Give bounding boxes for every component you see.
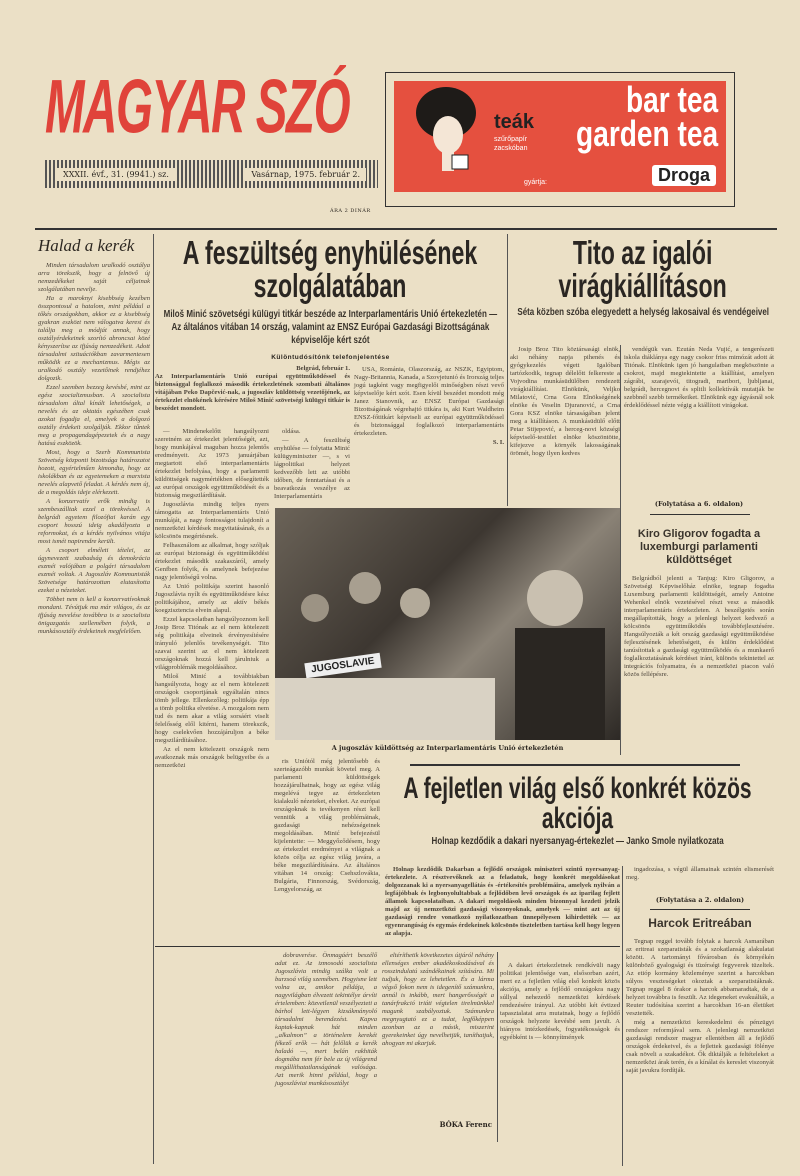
divider (650, 514, 750, 515)
gligorov-headline: Kiro Gligorov fogadta a luxemburgi parlamenti küldöttséget (637, 528, 761, 566)
essay-column-2: eltéríthetik következetes útjáról néhány ellenséges ember akadékoskodásával és rosszindulatú szándékainak szítására. Mi tudjuk, hogy ez lehetetlen. És a lárma végső fokon nem is idegenítő számunkra, annál is inkább, mert hangerősségét a tanárfrakció triáti végtelen tirelmünkkel magunk szabályoztuk. Számunkra megnyugtató ez a tudat, legfőképpen azonban az a másik, miszerint gyerekeinket úgy nevelhetjük, taníthatjuk, ahogyan mi akarjuk. (382, 952, 494, 1047)
ad-sub2: zacskóban (494, 145, 528, 152)
column-divider (622, 866, 623, 1166)
eritrea-body: Tegnap reggel tovább folytak a harcok Asmarában az eritreai szeparatisták és a szokatlanság alakulatai között. A tartományi fővárosban és környékén különböző gyalogsági és tüzérségi fegyverek tüzeltek. Az etióp kormány közleménye szerint a harcokban súlyos veszteségeket okoztak a szeparatistáknak. Tegnap reggel 8 órakor a harcok abbamaradtak, de a helyzet továbbra is feszült. Az idegeneket evakuálták, a Reuter tudósítása szerint a harcokban 16-an életüket vesztették. még a nemzetközi kereskedelmi és pénzügyi rendszer reformjával sem. A jelenlegi nemzetközi gazdasági rendszer magyar ellentétben áll a fejlődő országok érdekeivel, és a fejlettek gazdasági fölénye csak növeli a szakadékot. Ők diktálják a feltételeket a nemzetközi árak terén, és a kínálat és kereslet viszonyát saját javukra fordítják. (626, 938, 774, 1074)
photo-caption: A jugoszláv küldöttség az Interparlamentáris Unió értekezletén (331, 744, 564, 752)
main-column-4: ris Uniótól még jelentősebb és szerteágazóbb munkát követel meg. A parlamenti küldöttségek hozzájárulhatnak, hogy az egész világ megelévá tegye az értekezleten kialakuló nézeteket, elveket. Az európai országoknak is tevékenyen részt kell venniük a világ problémáinak, gazdasági nehézségeinek megoldásában. Minić befejezésül kijelentette: — Meggyőződésem, hogy az értekezlet eredményei a világnak a közös célja az egész világ javára, a béke megszilárdítására. Az általános vitában 14 ország: Csehszlovákia, Bulgária, Finnország, Svédország, Lengyelország, az (274, 758, 380, 893)
gligorov-body: Belgrádból jelenti a Tanjug: Kiro Gligorov, a Szövetségi Képviselőház elnöke, tegnap fogadta Luxemburg parlamenti küldöttségét, amely Antoine Wehenkel elnök vezetésével részt vesz a második interparlamentáris értekezleten. A beszélgetés során megállapították, hogy a jelenlegi helyzet kedvező a kölcsönös együttműködés továbbfejlesztésére. Hangsúlyozták a két ország gazdasági együttműködése fejlesztésének lehetőségeit, és külön érdeklődést tanúsítottak a gazdasági együttműködés és a munkaerő foglalkoztatásának kérdései iránt, különös tekintettel az integrációs folyamatra, és a nemzetközi piacon való közös fellépésre. (624, 575, 774, 678)
dakar-headline: A fejletlen világ első konkrét közös akciója (403, 772, 752, 835)
ad-teak: teák (494, 111, 535, 133)
main-column-3: USA, Románia, Olaszország, az NSZK, Egyiptom, Nagy-Britannia, Kanada, a Szovjetunió és Irország teljes jogú tagként vagy megfigyelői minőségben részt vevő képviselője kért szót. Esen kívül beszédet mondott még Janez Stanovnik, az ENSZ Európai Gazdasági Bizottságának végrehajtó titkára is, aki Kurt Waldheim ENSZ-főtitkárt képviseli az európai együttműködéssel és biztonsággal foglalkozó interparlamentáris értekezleten. S. I. (354, 366, 504, 446)
issue-number: XXXII. évf., 31. (9941.) sz. (57, 168, 175, 181)
woman-illustration-icon (412, 85, 484, 185)
essay-author: BÓKA Ferenc (439, 1120, 492, 1129)
dakar-lead: Holnap kezdődik Dakarban a fejlődő országok miniszteri szintű nyersanyag-értekezlete. A résztvevőknek az a feladatuk, hogy konkrét megoldásokat dolgozzanak ki a nyersanyagellátás és -értékesítés problémáira, amelyek nyilván a legfájóbbak és legbonyolultabbak a fejlődőben levő országok és az iparilag fejlett államok kapcsolataiban. A dakari megoldások minden bizonnyal kezdeti jelzik majd az új nemzetközi gazdasági viszonyoknak, amelyek — mint azt az új gazdasági rendre vonatkozó nyilatkozatban ünnepélyesen kihirdették — az egyenrangúság és egymás érdekeinek kölcsönös tiszteletben tartása kell hogy legyen az alapja. (385, 866, 620, 937)
eritrea-headline: Harcok Eritreában (648, 916, 752, 930)
divider (155, 946, 620, 947)
delegates-photo-icon (275, 508, 620, 740)
tito-column-1: Josip Broz Tito köztársasági elnök, aki néhány napja pihenés és gyógykezelés végett Igalóban tartózkodik, tegnap délelőtt felkereste a Vojvodina munkásüdülőben rendezett virágkiállítást. Elnökünk, Veljko Milatović, Crna Gora Elnökségének elnöke és Veselin Djuranović, a Crna Gora KSZ elnöke társaságában jelent meg a kiállításon. A munkásüdülő előtt Petar Stijepović, a herceg-novi községi képviselő-testület elnöke köszöntötte, kifejezve a környék lakosságának örömét, hogy ilyen kedves (510, 346, 620, 457)
main-column-2: oldása. — A feszültség enyhülése — folytatta Minić külügyminiszter —, s vi lágpolitikai helyzet kedvezőbb lett az utóbbi időben, de fenntartásai és a beavatkozás veszélye az Interparlamentáris (274, 428, 350, 500)
ad-maker-logo: Droga (652, 165, 716, 186)
delegation-photo (275, 508, 620, 740)
column-divider (497, 952, 498, 1142)
dakar-column-1: A dakari értekezletnek rendkívüli nagy politikai jelentősége van, elsősorban azért, mert ez a fejletlen világ első konkrét közös akciója, amely a fejlődő országokra nagy súllyal nehezedő nemzetközi kérdések rendezésére irányul. Az utóbbi két évtized tapasztalatai arra mutatnak, hogy a fejlődő országok helyzete kevésbé sem javult. A hiányos intézkedések, fogyatékosságok és egyébként is — könnyítmények (500, 962, 620, 1041)
left-article-body: Minden társadalom uralkodó osztálya arra törekszik, hogy a felnövő új nemzedékeket saját céljainak szolgálatában nevelje. Ha a maroknyi kisebbség kezében összpontosul a hatalom, mint például a tőkés országokban, akkor ez a kisebbség gyakran eszközt nem válogatva keresi és találja meg a módját annak, hogy osztályérdekeinek szorító abroncsai közé kényszerítse az ifjúság nemzedékeit. Adott társadalmi szituációkban zavarmentesen működik ez a mechanizmus. Mégis az uralkodó osztály vezetőinek rendjéhez dolgozik. Ezzel szemben bezzeg kevésbé, mint az egész szocializmusban. A szocialista társadalom által kínált lehetőségek, a nevelés és az oktatás egészében csak azokat fogadja el, amelyek a dolgozó osztály érdekeit szolgálják. Ekkor tűntek meg a propagandagépezetek és a nagy hatású eszközök. Most, hogy a Szerb Kommunista Szövetség központi bizottsága határozatot hozott, egyértelműen kimondta, hogy az iskolákban és az egyetemeken a marxista nevelés alapvető feladat. A kérdés nem új, de a megoldás ideje elérkezett. A konzervatív erők mindig is szembeszálltak ezzel a törekvéssel. A belgrádi egyetem filozófiai karán egy csoport hosszú ideig akadályozta a reformokat, és a kérdés nyilvános vitája most ismét napirendre került. A csoport elméleti tételei, az úgynevezett szabadság és demokrácia eszméi valójában a polgári társadalom eszméi voltak. A Jugoszláv Kommunisták Szövetsége határozottan elutasította ezeket a nézeteket. Többet nem is kell a konzervatívoknak mondani. Tévútjuk ma már világos, és az ifjúság nevelése továbbra is a szocialista önigazgatás szellemében folyik, a munkásosztály érdekeinek megfelelően. (38, 262, 150, 635)
masthead-divider (35, 228, 777, 230)
main-byline: Különtudósítónk telefonjelentése (271, 354, 390, 361)
main-lead: Belgrád, február 1. Az Interparlamentáris Unió európai együttműködéssel és biztonsággal foglalkozó második értekezletének szombati általános vitájában Peko Dapčević-nak, a jugoszláv küldöttség vezetőjének, az értekezlet elnökének kérésére Miloš Minić szövetségi külügyi titkár is beszédet mondott. (155, 365, 350, 412)
dakar-subhead: Holnap kezdődik a dakari nyersanyag-értekezlet — Janko Smole nyilatkozata (431, 836, 724, 847)
tito-continued: (Folytatása a 6. oldalon) (654, 500, 744, 508)
ad-sub1: szűrőpapír (494, 136, 528, 143)
divider (650, 909, 750, 910)
column-divider (507, 234, 508, 506)
column-divider (153, 234, 154, 1164)
tito-column-2: vendégük van. Ezután Neda Vujić, a tengerészeti iskola diáklánya egy nagy csokor friss mimózát adott át Titónak. Elnökünk igen jó hangulatban megköszönte a csokrot, majd megtekintette a kiállítást, amelyen zágrábi, szarajevói, titogradi, maribori, ljubljanai, belgrádi, hercegnovi és splitli kollektívák mutatják be szebbnél szebb termékeiket. Elnökünk egy ágyásnál sok érdeklődéssel nézte végig a kiállított virágokat. (624, 346, 774, 409)
dakar-continued: (Folytatása a 2. oldalon) (655, 896, 745, 904)
divider (410, 764, 740, 766)
ad-brand-gardentea: garden tea (575, 113, 718, 154)
price: ÁRA 2 DINÁR (330, 208, 371, 214)
jugoslavie-sign: JUGOSLAVIE (304, 653, 381, 678)
issue-info-bar (45, 160, 378, 188)
tea-advertisement (385, 72, 735, 207)
issue-date: Vasárnap, 1975. február 2. (245, 168, 366, 181)
essay-column-1: dobraverése. Önmagáért beszélő adat ez. Az izmosodó szocialista Jugoszlávia mindig szálka volt a burzsoá világ szemében. Hogyisne lett volna az, amikor példája, a nagyvilágban élvezett tekintélye árvíti értelemben: közvetlenül veszélyezteti a bárhol lett-légyen kizsákmányoló társadalmi berendezést. Kapva kaptak-kapnak hát minden „alkalmon” a történelem kerekét fékező erők — hát felőlük a kerék haladó —, mert belán rakhiták dogmába nem fér bele az új világrend megállíthatatlanságának valósága. Azt merik hinni például, hogy a jugoszláviai munkásosztályt (275, 952, 377, 1087)
ad-maker-label: gyártja: (524, 179, 547, 186)
main-column-1: — Mindenekelőtt hangsúlyozni szeretném az értekezlet jelentőségét, azt, hogy munkájával maguban hozza jelentős eredményeit. Az 1973 januárjában megtartott első interparlamentáris értekezlet befolyása, hogy a parlamenti küldöttségek nagymértékben elősegítették az európai országok együttműködését és a biztonság megszilárdítását. Jugoszlávia mindig teljes nyers támogatta az Interparlamentáris Unió munkáját, a nagy fontosságot tulajdonít a nemzetközi kérdések megvitatásának, és a kölcsönös megértésnek. Felhasználom az alkalmat, hogy szóljak az európai biztonsági és együttműködési értekezlet második szakaszáról, amely Genfben folyik, és amelynek befejezése nagy jelentőségű volna. Az Unió politikája szerint hasonló Jugoszlávia nyílt és együttműködésre kész politikájához, amely az aktív békés koegzisztencia elvein alapul. Ezzel kapcsolatban hangsúlyoznom kell Josip Broz Titónak az el nem kötelezett ség politikája elveinek érvényesítésére irányuló jelenlős tevékenységét. Tito szavai szerint az el nem kötelezett országoknak hozzá kell járulniuk a világproblémák megoldásához. Miloš Minić a továbbiakban hangsúlyozta, hogy az el nem kötelezett országok csoportjának egyáltalán nincs tömb jellege. Ellenkezőleg: politikája épp a tömb politika elvetése. A mozgalom nem tud és nem akar a világ sorsáért viselt felelősség elől kitérni, hanem törekszik, hogy cselekvően hozzájáruljon a béke megszilárdításához. Az el nem kötelezett országok nem avatkoznak más országok belügyeibe és a nemzetközi (155, 428, 269, 769)
newspaper-title: MAGYAR SZÓ (45, 63, 350, 149)
main-headline: A feszültség enyhülésének szolgálatában (182, 234, 478, 304)
left-article-title: Halad a kerék (38, 236, 135, 255)
column-divider (620, 345, 621, 755)
tito-subhead: Séta közben szóba elegyedett a helység lakosaival és vendégeivel (517, 307, 770, 318)
dakar-column-2: ingadozása, s végül államainak szintén elismerését meg. (626, 866, 774, 881)
tito-headline: Tito az igalói virágkiállításon (558, 234, 727, 304)
ad-brand-bartea: bar tea (625, 79, 718, 120)
main-subhead: Miloš Minić szövetségi külügyi titkár beszéde az Interparlamentáris Unió értekezletén — Az általános vitában 14 ország, valamint az ENSZ Európai Gazdasági Bizottságának képviselője kért szót (163, 309, 498, 346)
